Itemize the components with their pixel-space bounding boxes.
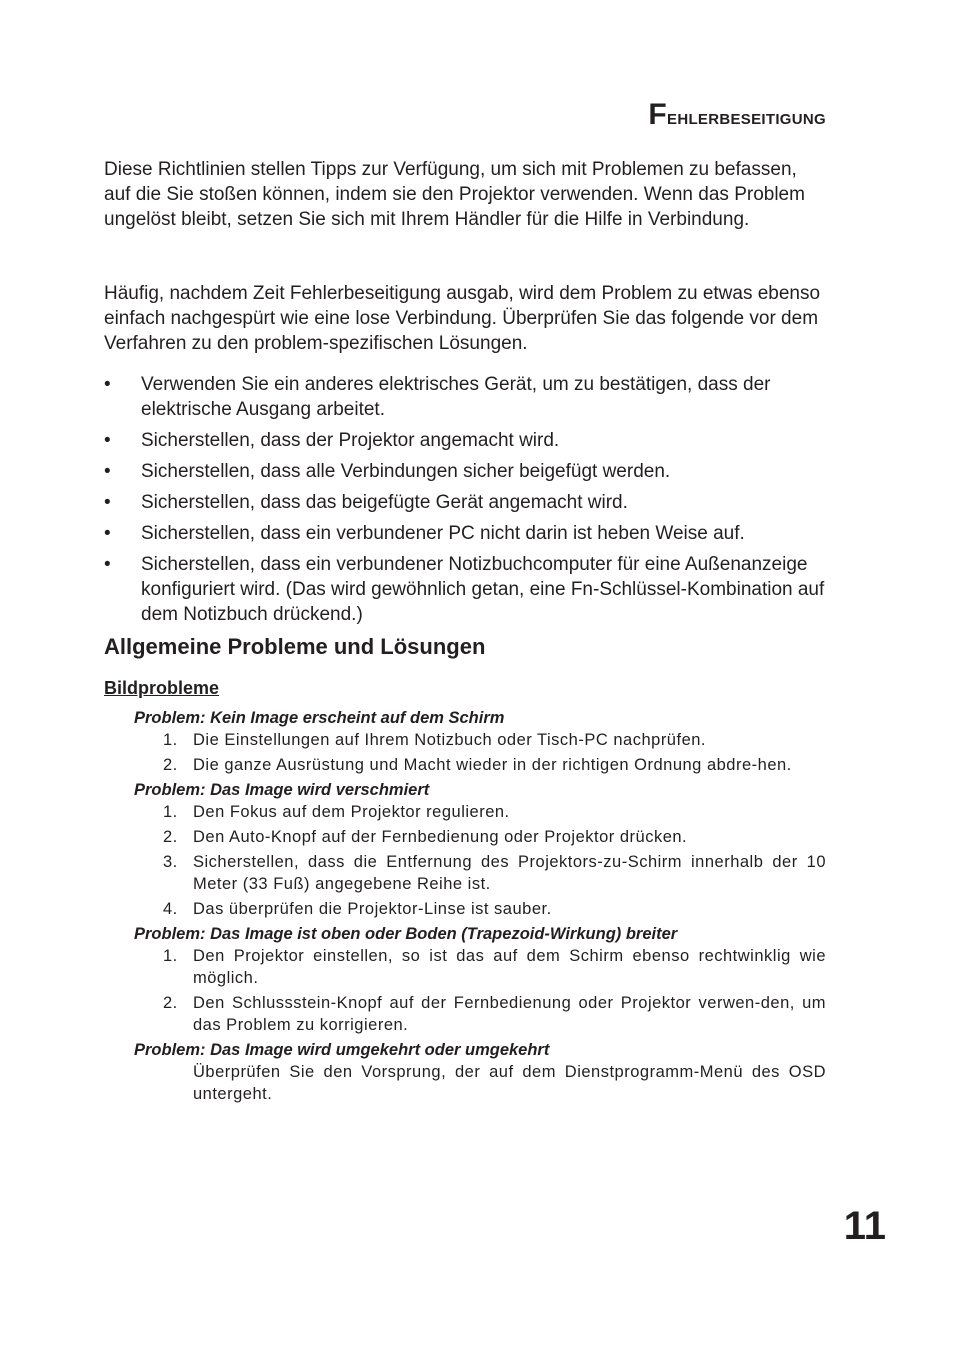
step-text: Überprüfen Sie den Vorsprung, der auf dem Dienstprogramm-Menü des OSD untergeht. bbox=[193, 1063, 826, 1103]
section-heading: Allgemeine Probleme und Lösungen bbox=[104, 634, 486, 659]
step-text: Die Einstellungen auf Ihrem Notizbuch oder Tisch-PC nachprüfen. bbox=[193, 731, 707, 749]
solution-steps bbox=[134, 729, 826, 776]
step-text: Den Fokus auf dem Projektor regulieren. bbox=[193, 803, 510, 821]
step-text: Den Schlussstein-Knopf auf der Fernbedienung oder Projektor verwen-den, um das Problem zu korrigieren. bbox=[193, 994, 826, 1034]
solution-step bbox=[134, 801, 826, 823]
checklist-item bbox=[104, 490, 826, 515]
checklist-item bbox=[104, 372, 826, 422]
step-text: Sicherstellen, dass die Entfernung des Projektors-zu-Schirm innerhalb der 10 Meter (33 Fuß) angegebene Reihe ist. bbox=[193, 853, 826, 893]
solution-step bbox=[134, 1061, 826, 1105]
problem-list bbox=[134, 707, 826, 1108]
step-number: 4. bbox=[163, 900, 178, 918]
checklist-item bbox=[104, 552, 826, 627]
solution-steps bbox=[134, 1061, 826, 1105]
bullet-icon: • bbox=[104, 523, 111, 544]
problem-title: Problem: Das Image ist oben oder Boden (Trapezoid-Wirkung) breiter bbox=[134, 925, 678, 943]
solution-step bbox=[134, 851, 826, 895]
bullet-icon: • bbox=[104, 461, 111, 482]
bullet-icon: • bbox=[104, 554, 111, 575]
page-number: 11 bbox=[843, 1204, 886, 1248]
intro-paragraph: Diese Richtlinien stellen Tipps zur Verfügung, um sich mit Problemen zu befassen, auf die Sie stoßen können, indem sie den Projektor verwenden. Wenn das Problem ungelöst bleibt, setzen Sie sich mit Ihrem Händler für die Hilfe in Verbindung. bbox=[104, 159, 805, 230]
solution-step bbox=[134, 754, 826, 776]
checklist-item-text: Sicherstellen, dass das beigefügte Gerät angemacht wird. bbox=[141, 492, 628, 513]
solution-steps bbox=[134, 801, 826, 920]
checklist-item-text: Verwenden Sie ein anderes elektrisches Gerät, um zu bestätigen, dass der elektrische Ausgang arbeitet. bbox=[141, 374, 771, 420]
step-number: 1. bbox=[163, 803, 178, 821]
solution-step bbox=[134, 729, 826, 751]
solution-step bbox=[134, 992, 826, 1036]
problem-title: Problem: Das Image wird verschmiert bbox=[134, 781, 430, 799]
checklist-item-text: Sicherstellen, dass der Projektor angemacht wird. bbox=[141, 430, 560, 451]
step-number: 3. bbox=[163, 853, 178, 871]
checklist-item bbox=[104, 459, 826, 484]
step-number: 2. bbox=[163, 756, 178, 774]
page-title: Fehlerbeseitigung bbox=[648, 98, 826, 131]
step-text: Den Projektor einstellen, so ist das auf dem Schirm ebenso rechtwinklig wie möglich. bbox=[193, 947, 826, 987]
bullet-icon: • bbox=[104, 492, 111, 513]
step-number: 1. bbox=[163, 731, 178, 749]
checklist-item bbox=[104, 521, 826, 546]
checklist-item-text: Sicherstellen, dass ein verbundener PC nicht darin ist heben Weise auf. bbox=[141, 523, 745, 544]
step-number: 2. bbox=[163, 994, 178, 1012]
step-text: Das überprüfen die Projektor-Linse ist sauber. bbox=[193, 900, 552, 918]
step-number: 1. bbox=[163, 947, 178, 965]
bullet-icon: • bbox=[104, 374, 111, 395]
checklist-item bbox=[104, 428, 826, 453]
intro-paragraph: Häufig, nachdem Zeit Fehlerbeseitigung ausgab, wird dem Problem zu etwas ebenso einfach nachgespürt wie eine lose Verbindung. Überprüfen Sie das folgende vor dem Verfahren zu den problem-spezifischen Lösungen. bbox=[104, 283, 821, 354]
problem-title: Problem: Kein Image erscheint auf dem Schirm bbox=[134, 709, 505, 727]
step-text: Die ganze Ausrüstung und Macht wieder in der richtigen Ordnung abdre-hen. bbox=[193, 756, 792, 774]
bullet-icon: • bbox=[104, 430, 111, 451]
solution-step bbox=[134, 826, 826, 848]
checklist bbox=[104, 372, 826, 633]
solution-step bbox=[134, 898, 826, 920]
checklist-item-text: Sicherstellen, dass alle Verbindungen sicher beigefügt werden. bbox=[141, 461, 671, 482]
subsection-heading: Bildprobleme bbox=[104, 678, 220, 698]
solution-step bbox=[134, 945, 826, 989]
checklist-item-text: Sicherstellen, dass ein verbundener Notizbuchcomputer für eine Außenanzeige konfiguriert wird. (Das wird gewöhnlich getan, eine Fn-Schlüssel-Kombination auf dem Notizbuch drückend.) bbox=[141, 554, 825, 625]
solution-steps bbox=[134, 945, 826, 1036]
step-text: Den Auto-Knopf auf der Fernbedienung oder Projektor drücken. bbox=[193, 828, 688, 846]
problem-title: Problem: Das Image wird umgekehrt oder umgekehrt bbox=[134, 1041, 550, 1059]
step-number: 2. bbox=[163, 828, 178, 846]
